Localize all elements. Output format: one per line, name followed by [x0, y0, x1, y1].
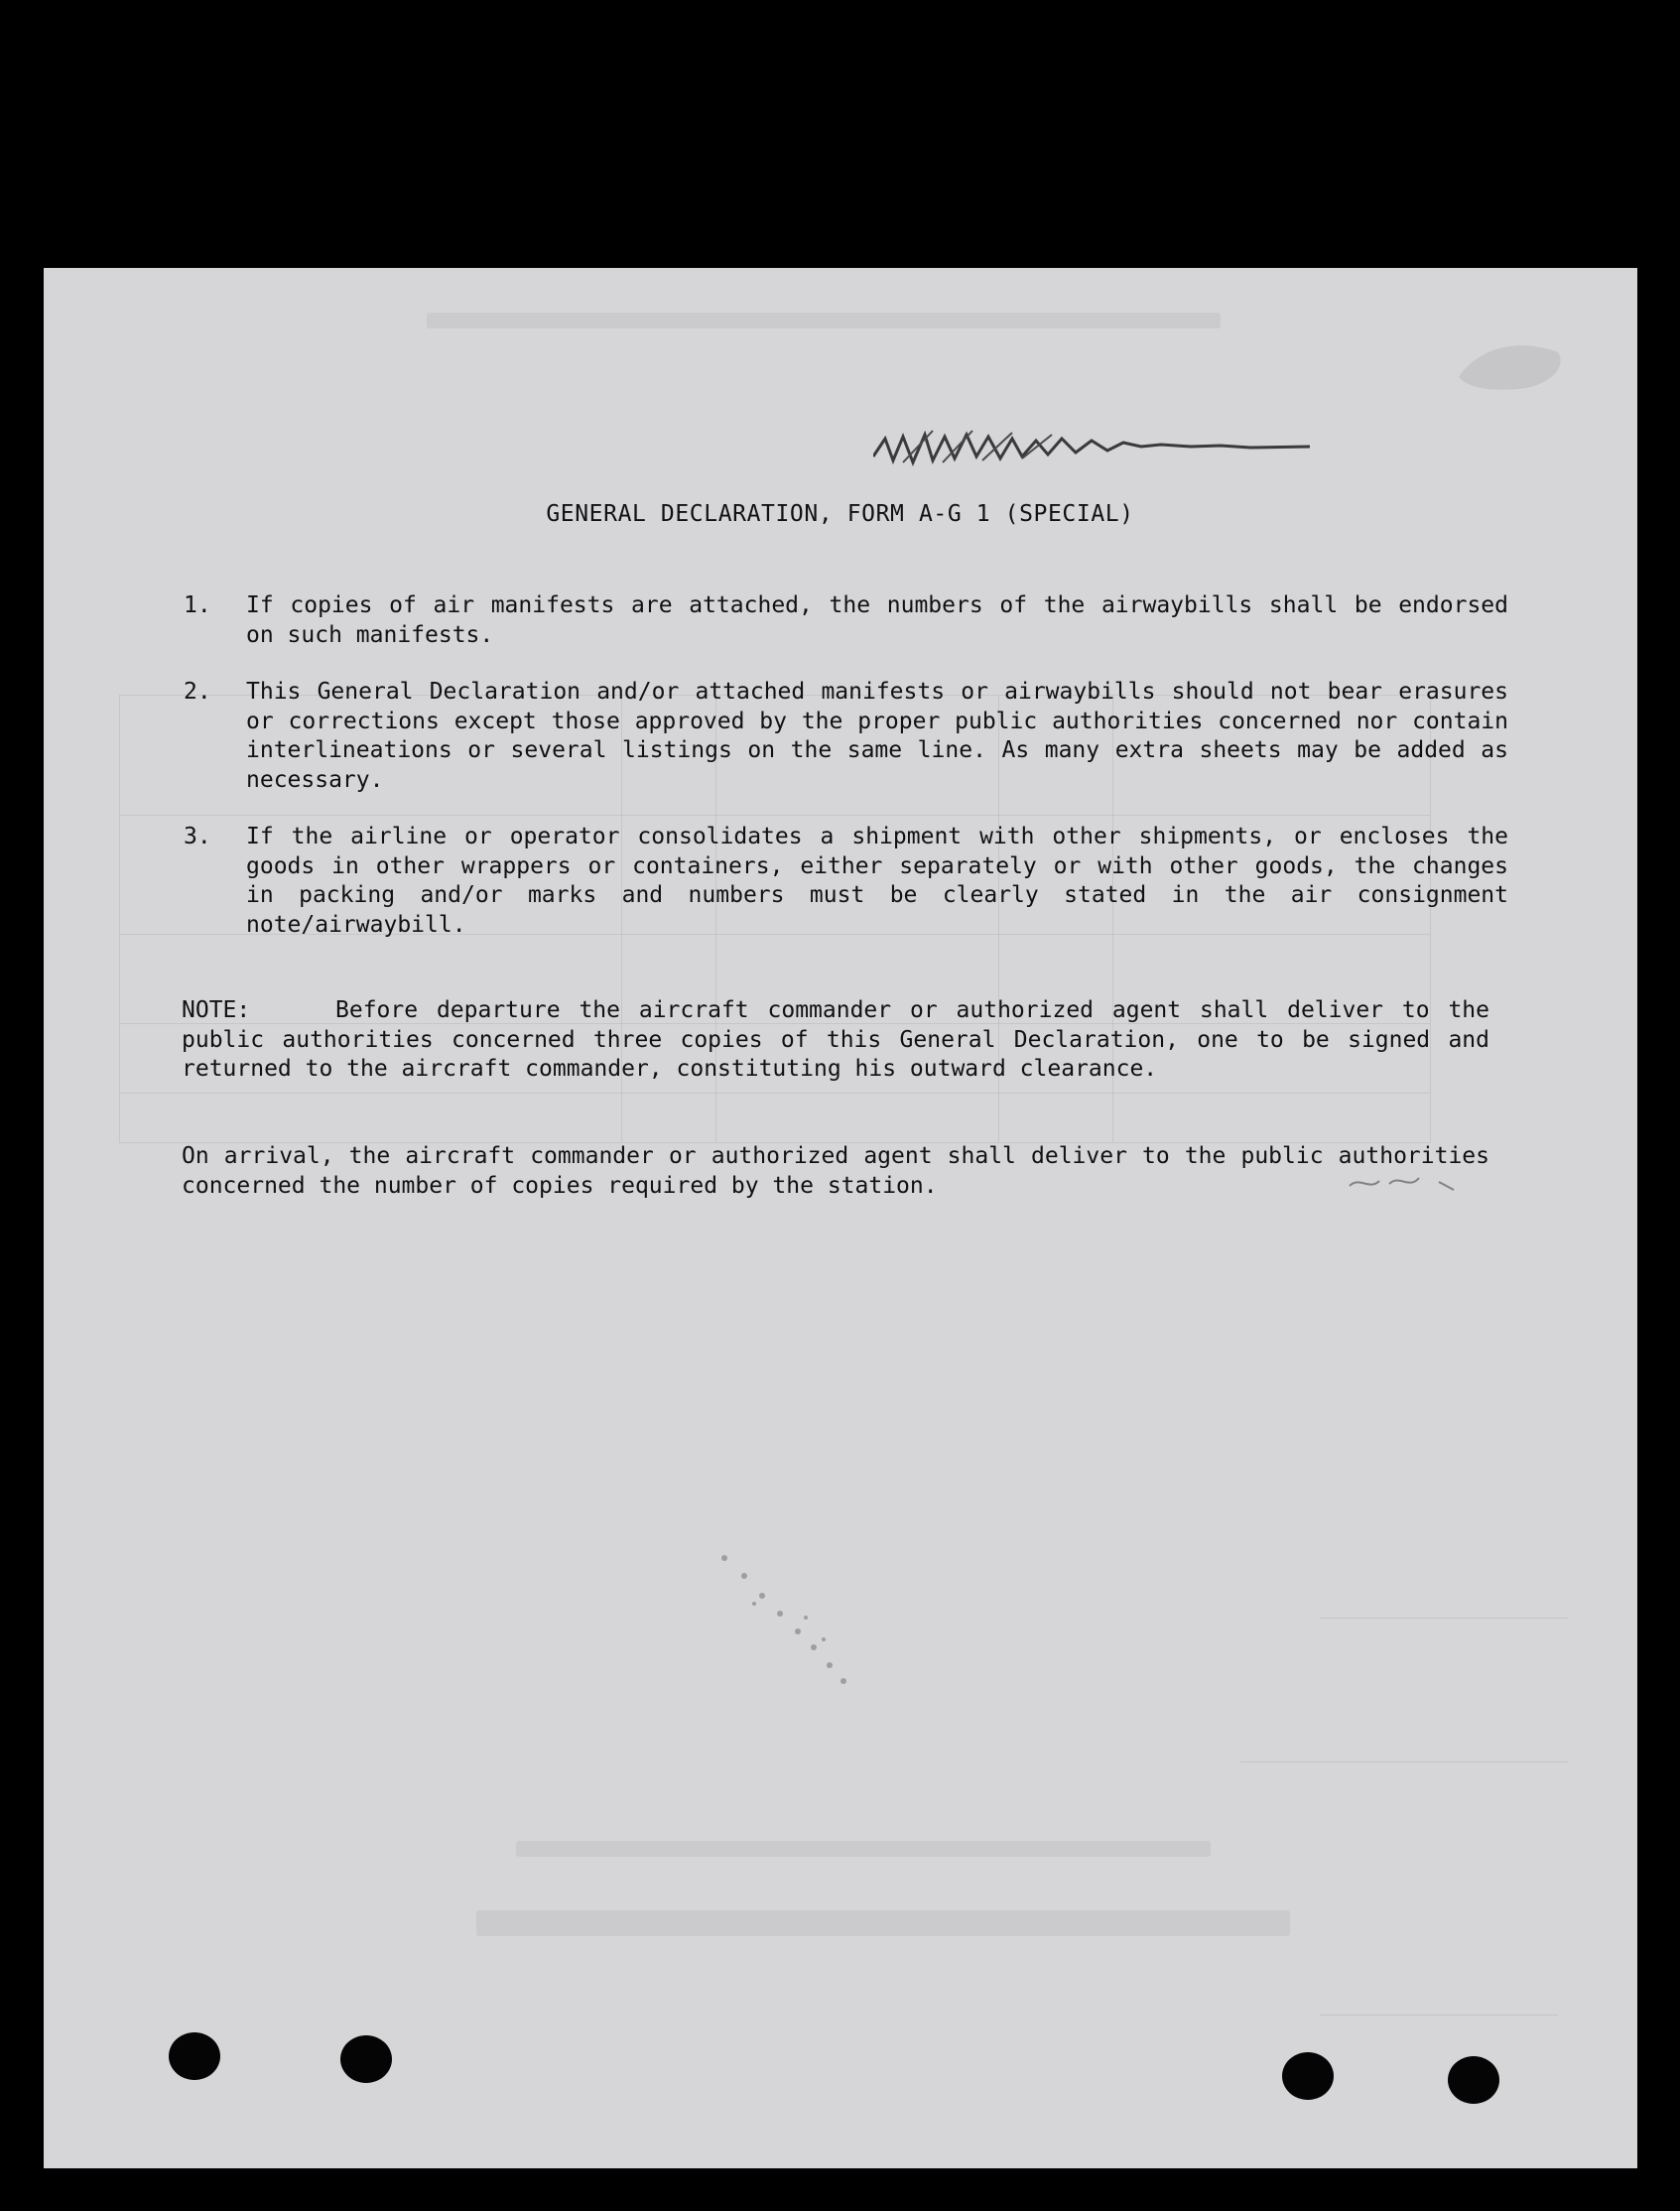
- note-paragraph: [182, 996, 1489, 1085]
- item-text: If the airline or operator consolidates a shipment with other shipments, or encloses the goods in other wrappers or containers, either separately or with other goods, the changes in packing and/or marks and numbers must be clearly stated in the air consignment note/airwaybill.: [246, 824, 1508, 938]
- instruction-item-1: [184, 591, 1508, 650]
- bleed-through-rule: [1240, 1761, 1568, 1762]
- punch-hole: [1282, 2052, 1334, 2100]
- item-number: 2.: [184, 679, 211, 705]
- smudge-mark: [1449, 327, 1578, 407]
- punch-hole: [1448, 2056, 1499, 2104]
- bleed-through-rule: [1320, 1618, 1568, 1619]
- handwritten-initials: [1290, 1156, 1508, 1206]
- arrival-paragraph: On arrival, the aircraft commander or authorized agent shall deliver to the public authorities concerned the number of copies required by the station.: [182, 1143, 1489, 1199]
- bleed-through-heading: [427, 313, 1221, 328]
- instruction-item-3: [184, 823, 1508, 940]
- item-number: 1.: [184, 592, 211, 618]
- instruction-item-2: [184, 678, 1508, 795]
- bleed-through-rule: [1320, 2015, 1558, 2016]
- item-text: If copies of air manifests are attached, the numbers of the airwaybills shall be endorsed on such manifests.: [246, 592, 1508, 648]
- bleed-through-heading: [476, 1910, 1290, 1936]
- item-text: This General Declaration and/or attached manifests or airwaybills should not bear erasures or corrections except those approved by the proper public authorities concerned nor contain interlineations or several listings on the same line. As many extra sheets may be added as necessary.: [246, 679, 1508, 793]
- handwritten-scribble: [873, 417, 1310, 476]
- note-label: NOTE:: [182, 997, 251, 1023]
- punch-hole: [340, 2035, 392, 2083]
- item-number: 3.: [184, 824, 211, 849]
- bleed-through-heading: [516, 1841, 1211, 1857]
- document-title: GENERAL DECLARATION, FORM A-G 1 (SPECIAL): [546, 501, 1134, 527]
- punch-hole: [169, 2032, 220, 2080]
- faint-stamp-mark: [714, 1548, 873, 1697]
- document-page: [44, 268, 1637, 2168]
- note-text: Before departure the aircraft commander or authorized agent shall deliver to the public authorities concerned three copies of this General Declaration, one to be signed and returned to the aircraft commander, constituting his outward clearance.: [182, 997, 1489, 1082]
